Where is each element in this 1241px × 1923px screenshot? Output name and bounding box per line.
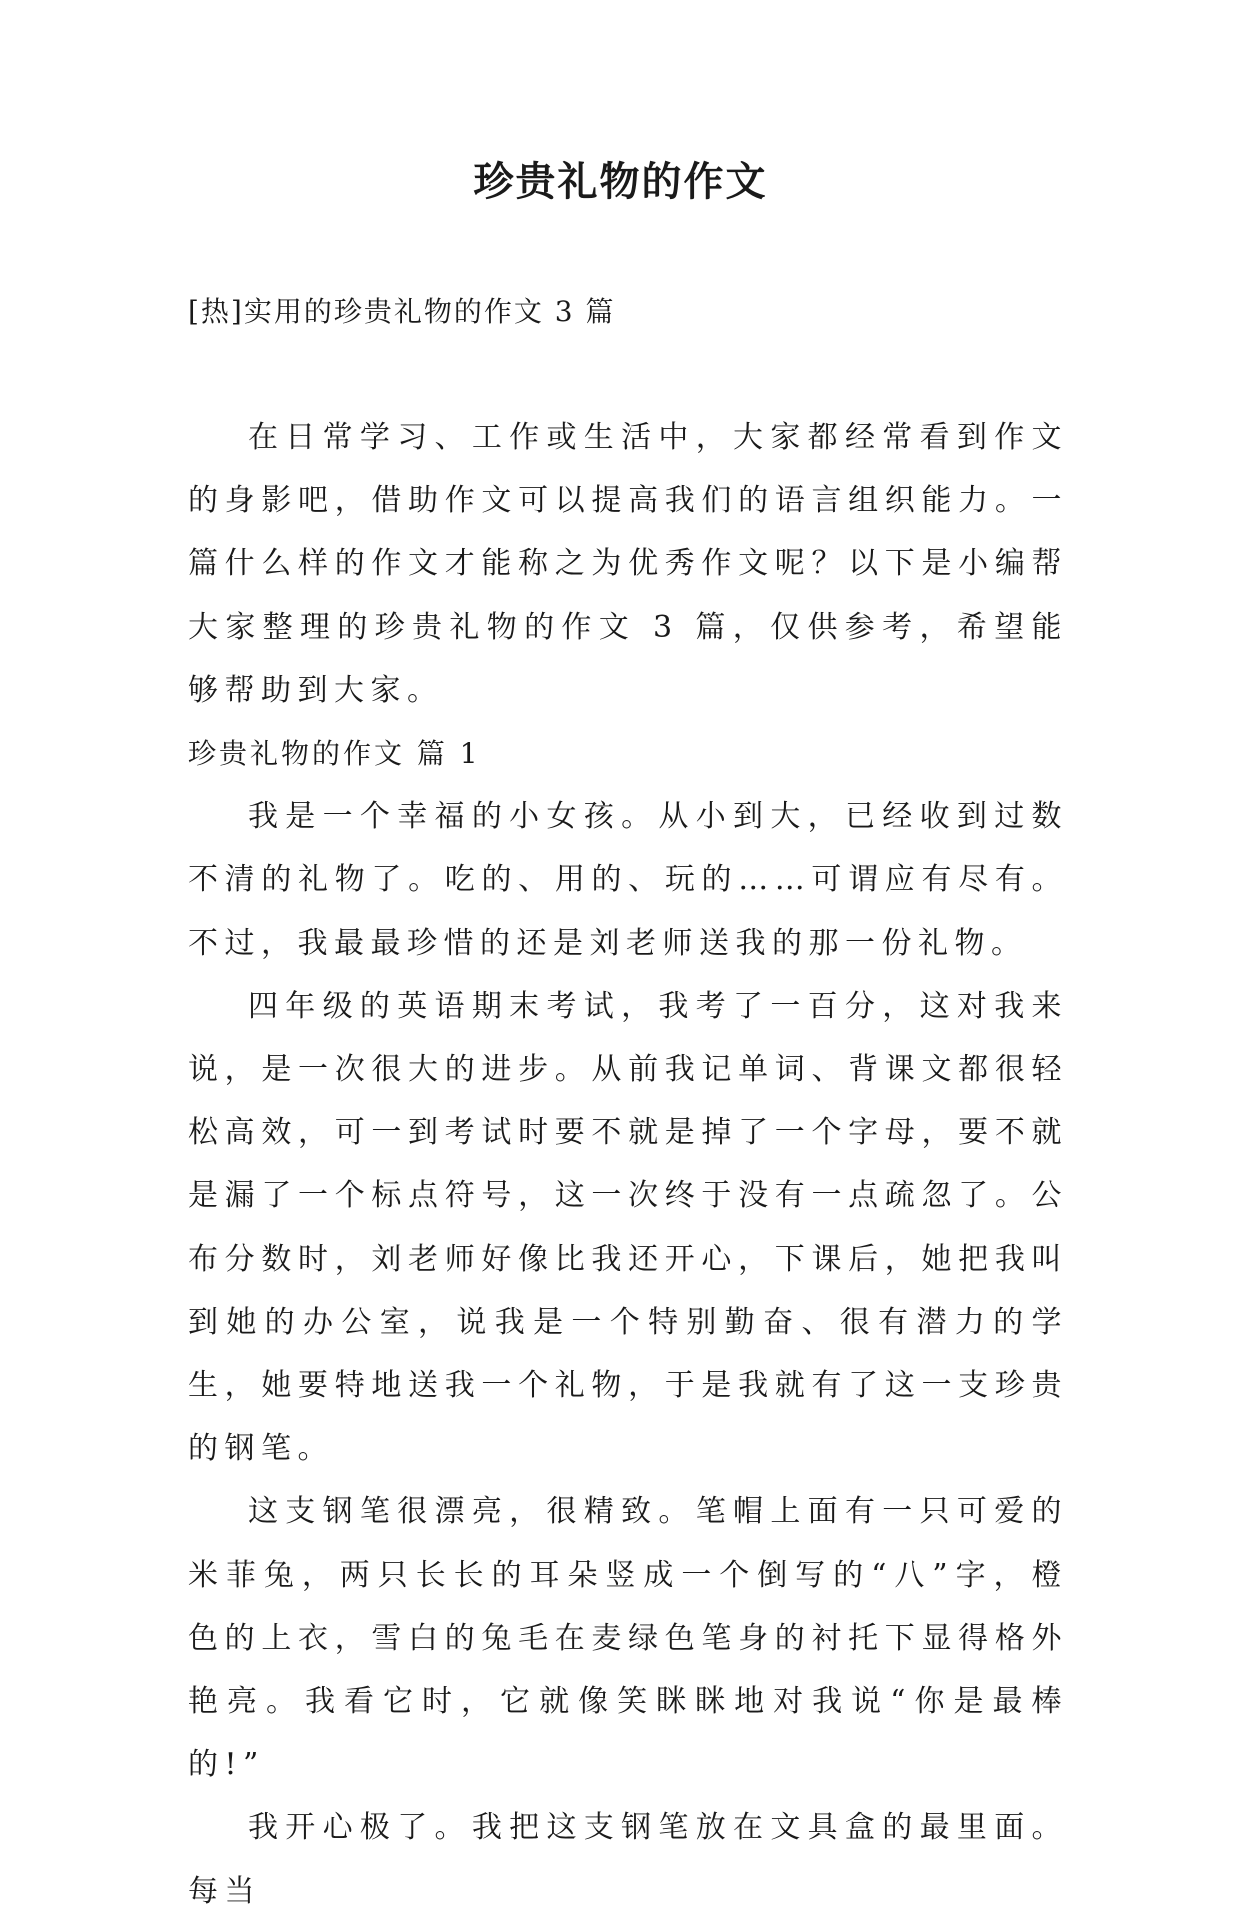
body-paragraph-4: 我开心极了。我把这支钢笔放在文具盒的最里面。每当 xyxy=(188,1810,1068,1909)
document-subtitle: [热]实用的珍贵礼物的作文 3 篇 xyxy=(188,295,616,328)
body-paragraph-3: 这支钢笔很漂亮，很精致。笔帽上面有一只可爱的米菲兔，两只长长的耳朵竖成一个倒写的“八”字，橙色的上衣，雪白的兔毛在麦绿色笔身的衬托下显得格外艳亮。我看它时，它就像笑眯眯地对我说“你是最棒的!” xyxy=(188,1494,1068,1783)
document-body xyxy=(188,406,1068,1923)
body-paragraph-2: 四年级的英语期末考试，我考了一百分，这对我来说，是一次很大的进步。从前我记单词、背课文都很轻松高效，可一到考试时要不就是掉了一个字母，要不就是漏了一个标点符号，这一次终于没有一点疏忽了。公布分数时，刘老师好像比我还开心，下课后，她把我叫到她的办公室，说我是一个特别勤奋、很有潜力的学生，她要特地送我一个礼物，于是我就有了这一支珍贵的钢笔。 xyxy=(188,988,1068,1467)
intro-paragraph: 在日常学习、工作或生活中，大家都经常看到作文的身影吧，借助作文可以提高我们的语言组织能力。一篇什么样的作文才能称之为优秀作文呢？以下是小编帮大家整理的珍贵礼物的作文 3 篇，仅供参考，希望能够帮助到大家。 xyxy=(188,420,1068,708)
document-title: 珍贵礼物的作文 xyxy=(473,158,768,205)
body-paragraph-1: 我是一个幸福的小女孩。从小到大，已经收到过数不清的礼物了。吃的、用的、玩的……可谓应有尽有。不过，我最最珍惜的还是刘老师送我的那一份礼物。 xyxy=(188,799,1068,961)
section-heading: 珍贵礼物的作文 篇 1 xyxy=(188,737,481,771)
